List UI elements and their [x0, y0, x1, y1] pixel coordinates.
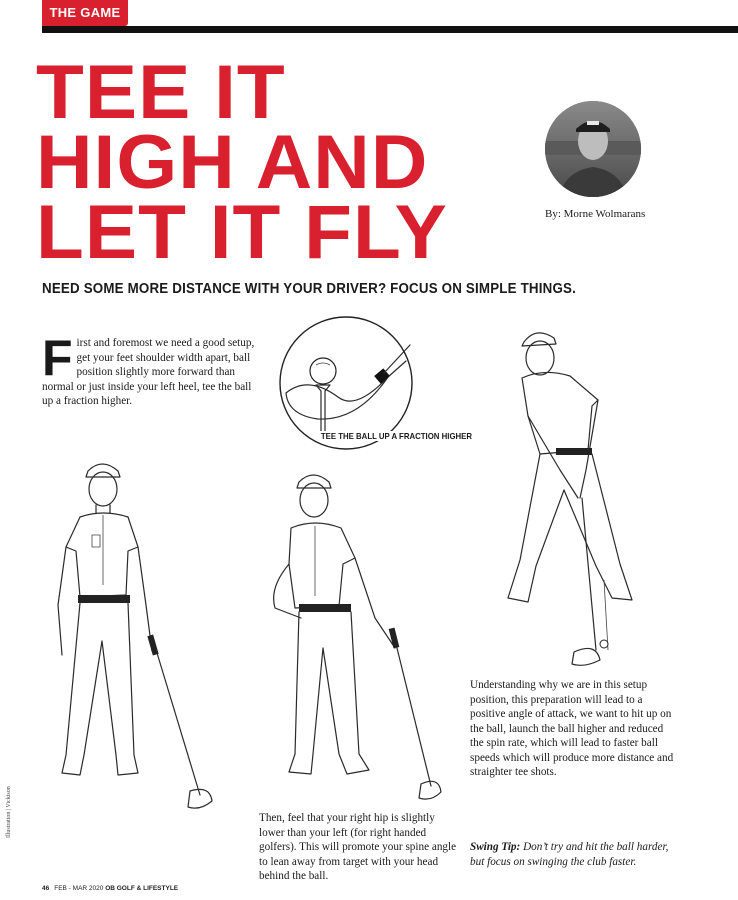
issue-date: FEB - MAR 2020	[54, 885, 104, 892]
page-footer	[42, 885, 178, 892]
drop-cap: F	[42, 330, 73, 386]
intro-text: irst and foremost we need a good setup, get your feet shoulder width apart, ball position slightly more forward than normal or just inside your left heel, tee the ball up a fraction higher.	[42, 337, 255, 407]
header-rule	[42, 26, 738, 33]
swing-tip-text: Don’t try and hit the ball harder, but focus on swinging the club faster.	[470, 841, 669, 868]
hip-paragraph: Then, feel that your right hip is slightly lower than your left (for right handed golfers). This will promote your spine angle to lean away from target with your head behind the ball.	[259, 812, 457, 882]
author-photo	[545, 101, 641, 197]
intro-paragraph	[42, 330, 257, 409]
golfer-front-illustration	[40, 455, 220, 815]
headline	[36, 50, 510, 275]
setup-paragraph: Understanding why we are in this setup position, this preparation will lead to a positive angle of attack, we want to hit up on the ball, launch the ball higher and reduced the spin rate, which will lead to faster ball speeds which will produce more distance and straighter tee shots.	[470, 679, 674, 778]
swing-tip	[470, 840, 680, 869]
section-tag: THE GAME	[42, 0, 128, 26]
author-portrait-image	[545, 101, 641, 197]
swing-tip-label: Swing Tip:	[470, 841, 521, 853]
illustration-credit: Illustration | Vickison	[6, 786, 12, 838]
golfer-hip-illustration	[255, 468, 455, 808]
golfer-address-illustration	[500, 320, 650, 670]
headline-line-2: HIGH AND	[36, 120, 429, 205]
deck-subheading: NEED SOME MORE DISTANCE WITH YOUR DRIVER? FOCUS ON SIMPLE THINGS.	[42, 281, 576, 297]
byline: By: Morne Wolmarans	[545, 208, 646, 220]
headline-line-3: LET IT FLY	[36, 190, 448, 275]
magazine-name: OB GOLF & LIFESTYLE	[105, 885, 179, 892]
inset-caption: TEE THE BALL UP A FRACTION HIGHER	[320, 431, 473, 441]
page-number: 46	[42, 885, 50, 892]
headline-line-1: TEE IT	[36, 50, 286, 135]
